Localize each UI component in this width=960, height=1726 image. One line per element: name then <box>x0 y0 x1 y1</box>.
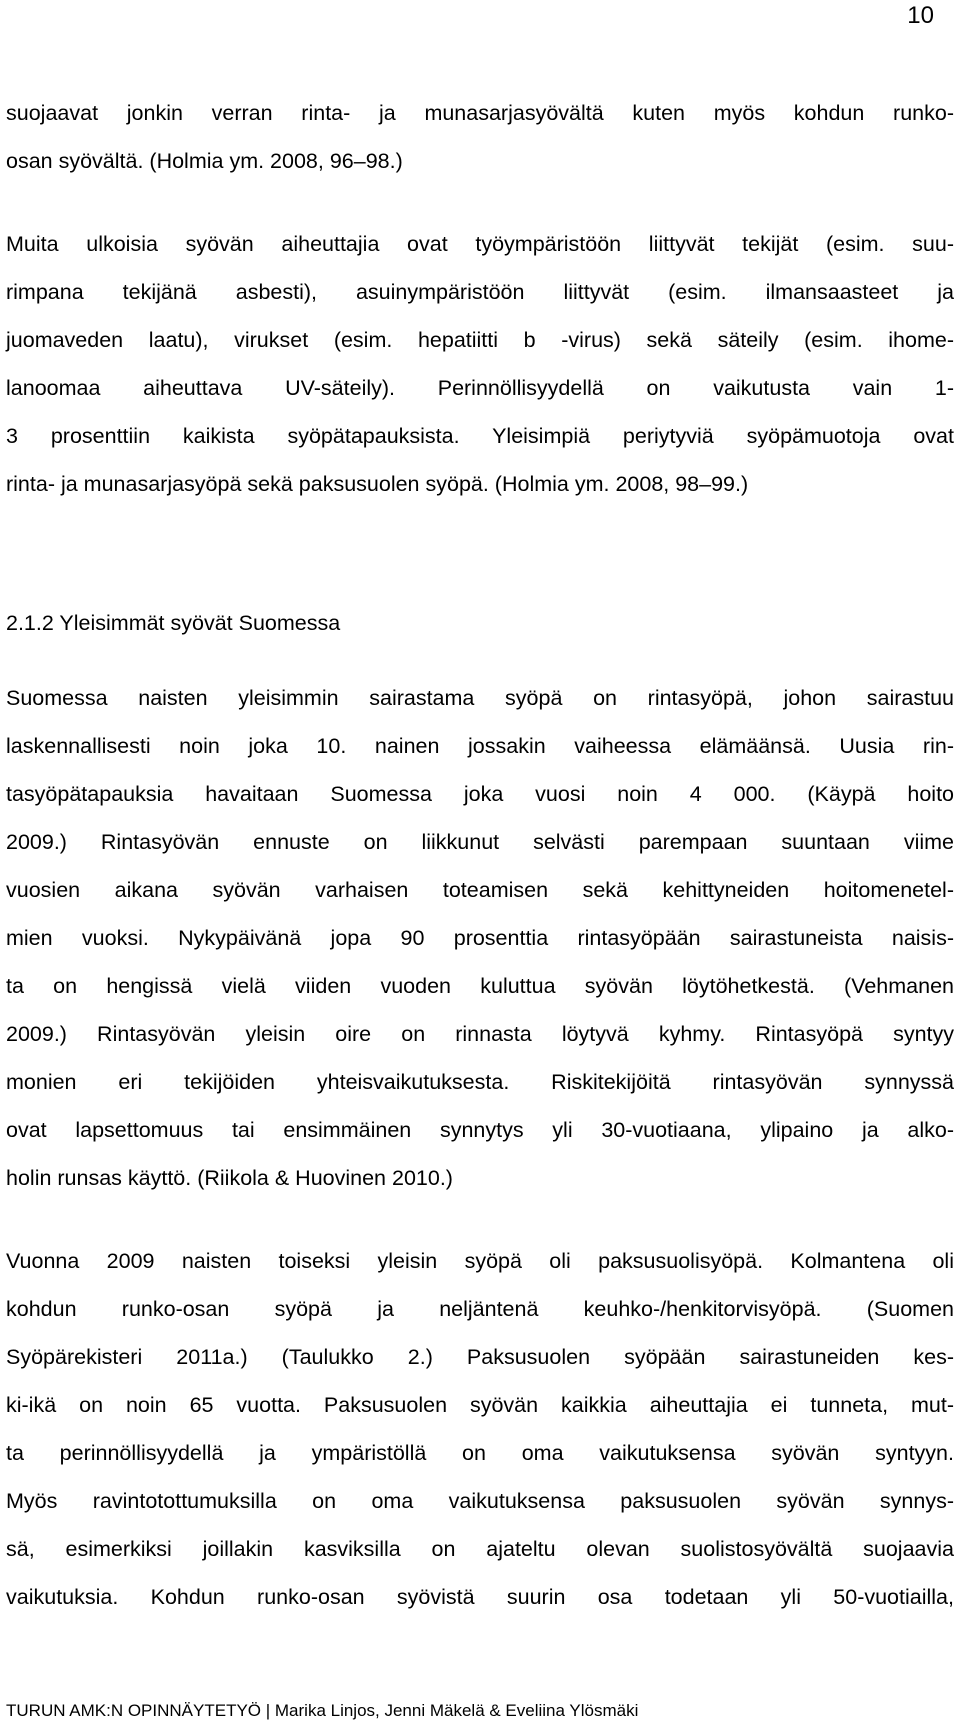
text-line: mien vuoksi. Nykypäivänä jopa 90 prosenttia rintasyöpään sairastuneista naisis- <box>6 926 954 950</box>
text-line: rimpana tekijänä asbesti), asuinympäristöön liittyvät (esim. ilmansaasteet ja <box>6 280 954 304</box>
text-line: Suomessa naisten yleisimmin sairastama syöpä on rintasyöpä, johon sairastuu <box>6 686 954 710</box>
text-line: juomaveden laatu), virukset (esim. hepatiitti b -virus) sekä säteily (esim. ihome- <box>6 328 954 352</box>
text-line: Muita ulkoisia syövän aiheuttajia ovat työympäristöön liittyvät tekijät (esim. suu- <box>6 232 954 256</box>
text-line: kohdun runko-osan syöpä ja neljäntenä keuhko-/henkitorvisyöpä. (Suomen <box>6 1297 954 1321</box>
text-line: vaikutuksia. Kohdun runko-osan syövistä suurin osa todetaan yli 50-vuotiailla, <box>6 1585 954 1609</box>
page-number: 10 <box>907 2 934 29</box>
text-line: suojaavat jonkin verran rinta- ja munasarjasyövältä kuten myös kohdun runko- <box>6 101 954 125</box>
text-line: Myös ravintotottumuksilla on oma vaikutuksensa paksusuolen syövän synnys- <box>6 1489 954 1513</box>
page-footer: TURUN AMK:N OPINNÄYTETYÖ | Marika Linjos, Jenni Mäkelä & Eveliina Ylösmäki <box>6 1701 639 1720</box>
text-line: sä, esimerkiksi joillakin kasviksilla on ajateltu olevan suolistosyövältä suojaavia <box>6 1537 954 1561</box>
text-line: monien eri tekijöiden yhteisvaikutuksesta. Riskitekijöitä rintasyövän synnyssä <box>6 1070 954 1094</box>
text-line: 3 prosenttiin kaikista syöpätapauksista. Yleisimpiä periytyviä syöpämuotoja ovat <box>6 424 954 448</box>
text-line: tasyöpätapauksia havaitaan Suomessa joka vuosi noin 4 000. (Käypä hoito <box>6 782 954 806</box>
text-line: ki-ikä on noin 65 vuotta. Paksusuolen syövän kaikkia aiheuttajia ei tunneta, mut- <box>6 1393 954 1417</box>
text-line: osan syövältä. (Holmia ym. 2008, 96‒98.) <box>6 149 403 173</box>
text-line: ta on hengissä vielä viiden vuoden kuluttua syövän löytöhetkestä. (Vehmanen <box>6 974 954 998</box>
text-line: 2009.) Rintasyövän yleisin oire on rinnasta löytyvä kyhmy. Rintasyöpä syntyy <box>6 1022 954 1046</box>
text-line: Syöpärekisteri 2011a.) (Taulukko 2.) Paksusuolen syöpään sairastuneiden kes- <box>6 1345 954 1369</box>
text-line: vuosien aikana syövän varhaisen toteamisen sekä kehittyneiden hoitomenetel- <box>6 878 954 902</box>
text-line: ta perinnöllisyydellä ja ympäristöllä on oma vaikutuksensa syövän syntyyn. <box>6 1441 954 1465</box>
text-line: rinta- ja munasarjasyöpä sekä paksusuolen syöpä. (Holmia ym. 2008, 98‒99.) <box>6 472 749 496</box>
text-line: holin runsas käyttö. (Riikola & Huovinen 2010.) <box>6 1166 453 1190</box>
text-line: ovat lapsettomuus tai ensimmäinen synnytys yli 30-vuotiaana, ylipaino ja alko- <box>6 1118 954 1142</box>
section-heading: 2.1.2 Yleisimmät syövät Suomessa <box>6 611 341 635</box>
text-line: lanoomaa aiheuttava UV-säteily). Perinnöllisyydellä on vaikutusta vain 1- <box>6 376 954 400</box>
text-line: 2009.) Rintasyövän ennuste on liikkunut selvästi parempaan suuntaan viime <box>6 830 954 854</box>
text-line: Vuonna 2009 naisten toiseksi yleisin syöpä oli paksusuolisyöpä. Kolmantena oli <box>6 1249 954 1273</box>
text-line: laskennallisesti noin joka 10. nainen jossakin vaiheessa elämäänsä. Uusia rin- <box>6 734 954 758</box>
